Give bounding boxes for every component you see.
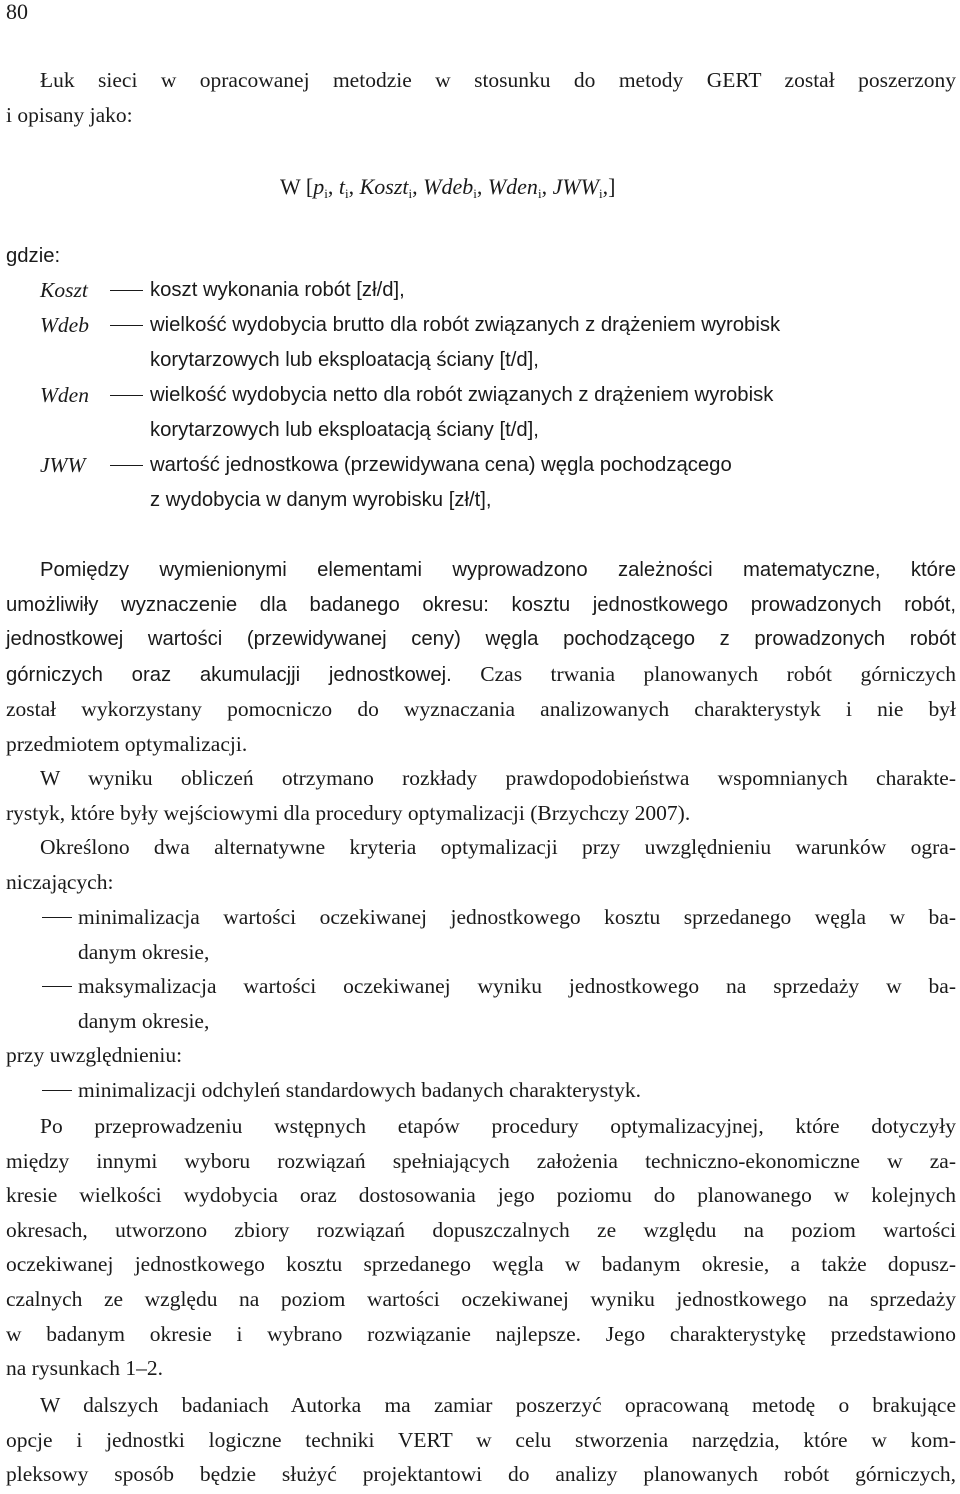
- formula-open: W [: [280, 174, 314, 199]
- paragraph-4-line-6: czalnych ze względu na poziom wartości oczekiwanej wyniku jednostkowego na sprzedaży: [6, 1286, 956, 1311]
- definition-text: wielkość wydobycia brutto dla robót związanych z drążeniem wyrobisk: [150, 314, 781, 336]
- list-item-text: [78, 969, 956, 1038]
- definition-koszt: [0, 273, 960, 308]
- definition-term: Wdeb: [40, 313, 89, 337]
- paragraph-5-line-3: pleksowy sposób będzie służyć projektantowi do analizy planowanych robót górniczych,: [6, 1462, 956, 1487]
- paragraph-3: [6, 830, 956, 899]
- formula-sub-t: i: [344, 186, 349, 201]
- list-item-line-2: danym okresie,: [78, 1008, 210, 1033]
- em-dash: [110, 395, 143, 396]
- paragraph-1-line-5: został wykorzystany pomocniczo do wyznaczania analizowanych charakterystyk i nie był: [6, 697, 956, 722]
- paragraph-4-line-4: okresach, utworzono zbiory rozwiązań dopuszczalnych ze względu na poziom wartości: [6, 1217, 956, 1242]
- paragraph-4-line-2: między innymi wyboru rozwiązań spełniających założenia techniczno-ekonomiczne w za-: [6, 1148, 956, 1173]
- paragraph-5-line-1: W dalszych badaniach Autorka ma zamiar poszerzyć opracowaną metodę o brakujące: [40, 1393, 956, 1417]
- list-item-line-1: minimalizacji odchyleń standardowych badanych charakterystyk.: [78, 1078, 641, 1102]
- formula-koszt: Koszt: [359, 174, 409, 199]
- paragraph-3-line-2: niczających:: [6, 869, 114, 894]
- list-item-text: [78, 900, 956, 969]
- intro-line-1: Łuk sieci w opracowanej metodzie w stosunku do metody GERT został poszerzony: [40, 68, 956, 92]
- definition-term: Wden: [40, 383, 89, 407]
- em-dash: [42, 986, 72, 987]
- em-dash: [42, 917, 72, 918]
- paragraph-2-line-1: W wyniku obliczeń otrzymano rozkłady prawdopodobieństwa wspomnianych charakte-: [40, 766, 956, 790]
- paragraph-3-line-1: Określono dwa alternatywne kryteria optymalizacji przy uwzględnieniu warunków ogra-: [40, 835, 956, 859]
- formula-p: p: [313, 174, 325, 199]
- conditions-heading-text: przy uwzględnieniu:: [6, 1043, 183, 1067]
- paragraph-1-line-2: umożliwiły wyznaczenie dla badanego okresu: kosztu jednostkowego prowadzonych robót,: [6, 593, 956, 616]
- conditions-heading: [6, 1038, 956, 1073]
- paragraph-4-line-8: na rysunkach 1–2.: [6, 1356, 164, 1381]
- definition-text-continued: z wydobycia w danym wyrobisku [zł/t],: [150, 489, 492, 511]
- definition-term: Koszt: [40, 278, 88, 302]
- intro-line-2: i opisany jako:: [6, 102, 133, 127]
- formula-sep: ,: [412, 174, 424, 199]
- list-item-text: [78, 1073, 956, 1108]
- paragraph-5-line-2: opcje i jednostki logiczne techniki VERT w celu stworzenia narzędzia, które w kom-: [6, 1427, 956, 1452]
- paragraph-1-line-4: [6, 657, 956, 693]
- paragraph-4-line-7: w badanym okresie i wybrano rozwiązanie najlepsze. Jego charakterystykę przedstawiono: [6, 1321, 956, 1346]
- paragraph-1-line-1: Pomiędzy wymienionymi elementami wyprowadzono zależności matematyczne, które: [40, 559, 956, 581]
- formula-sub-jww: i: [598, 186, 603, 201]
- definition-text-continued: korytarzowych lub eksploatacją ściany [t/d],: [150, 419, 539, 441]
- formula-jww: JWW: [552, 174, 599, 199]
- definition-jww: [0, 448, 960, 511]
- definition-wdeb: [0, 308, 960, 371]
- formula-wden: Wden: [487, 174, 538, 199]
- formula-close: ,]: [602, 174, 616, 199]
- list-item-line-1: maksymalizacja wartości oczekiwanej wyniku jednostkowego na sprzedaży w ba-: [78, 974, 956, 998]
- paragraph-4-line-3: kresie wielkości wydobycia oraz dostosowania jego poziomu do planowanego w kolejnych: [6, 1183, 956, 1208]
- em-dash: [110, 290, 143, 291]
- definition-text: koszt wykonania robót [zł/d],: [150, 279, 405, 301]
- formula: [280, 172, 615, 209]
- em-dash: [110, 325, 143, 326]
- paragraph-1-line-3: jednostkowej wartości (przewidywanej ceny) węgla pochodzącego z prowadzonych robót: [6, 628, 956, 651]
- paragraph-4-line-5: oczekiwanej jednostkowego kosztu sprzedanego węgla w badanym okresie, a także dopusz-: [6, 1252, 956, 1277]
- formula-wdeb: Wdeb: [423, 174, 474, 199]
- formula-sep: ,: [327, 174, 339, 199]
- definition-text: wartość jednostkowa (przewidywana cena) węgla pochodzącego: [150, 454, 732, 476]
- intro-paragraph: [6, 63, 956, 132]
- formula-sub-wden: i: [537, 186, 542, 201]
- definition-text-continued: korytarzowych lub eksploatacją ściany [t/d],: [150, 349, 539, 371]
- definitions-heading: gdzie:: [6, 245, 61, 267]
- list-item-line-2: danym okresie,: [78, 939, 210, 964]
- paragraph-4: [6, 1109, 956, 1386]
- definition-wden: [0, 378, 960, 441]
- em-dash: [42, 1090, 72, 1091]
- formula-sub-p: i: [324, 186, 328, 201]
- paragraph-1-line-6: przedmiotem optymalizacji.: [6, 731, 248, 756]
- formula-sep: ,: [348, 174, 360, 199]
- definition-term: JWW: [40, 453, 86, 477]
- formula-sub-wdeb: i: [473, 186, 477, 201]
- paragraph-1: [6, 553, 956, 762]
- paragraph-4-line-1: Po przeprowadzeniu wstępnych etapów procedury optymalizacyjnej, które dotyczyły: [40, 1114, 956, 1138]
- formula-sep: ,: [476, 174, 488, 199]
- page-number: 80: [6, 0, 28, 24]
- paragraph-2: [6, 761, 956, 830]
- formula-sep: ,: [541, 174, 553, 199]
- list-item-line-1: minimalizacja wartości oczekiwanej jednostkowego kosztu sprzedanego węgla w ba-: [78, 905, 956, 929]
- paragraph-1-line-4-tail: Czas trwania planowanych robót górniczych: [451, 661, 956, 686]
- em-dash: [110, 465, 143, 466]
- paragraph-1-line-4-start: górniczych oraz akumulacjji jednostkowej.: [6, 663, 452, 686]
- paragraph-2-line-2: rystyk, które były wejściowymi dla procedury optymalizacji (Brzychczy 2007).: [6, 800, 691, 825]
- formula-t: t: [338, 174, 345, 199]
- formula-sub-koszt: i: [408, 186, 413, 201]
- paragraph-5: [6, 1388, 956, 1492]
- definition-text: wielkość wydobycia netto dla robót związanych z drążeniem wyrobisk: [150, 384, 774, 406]
